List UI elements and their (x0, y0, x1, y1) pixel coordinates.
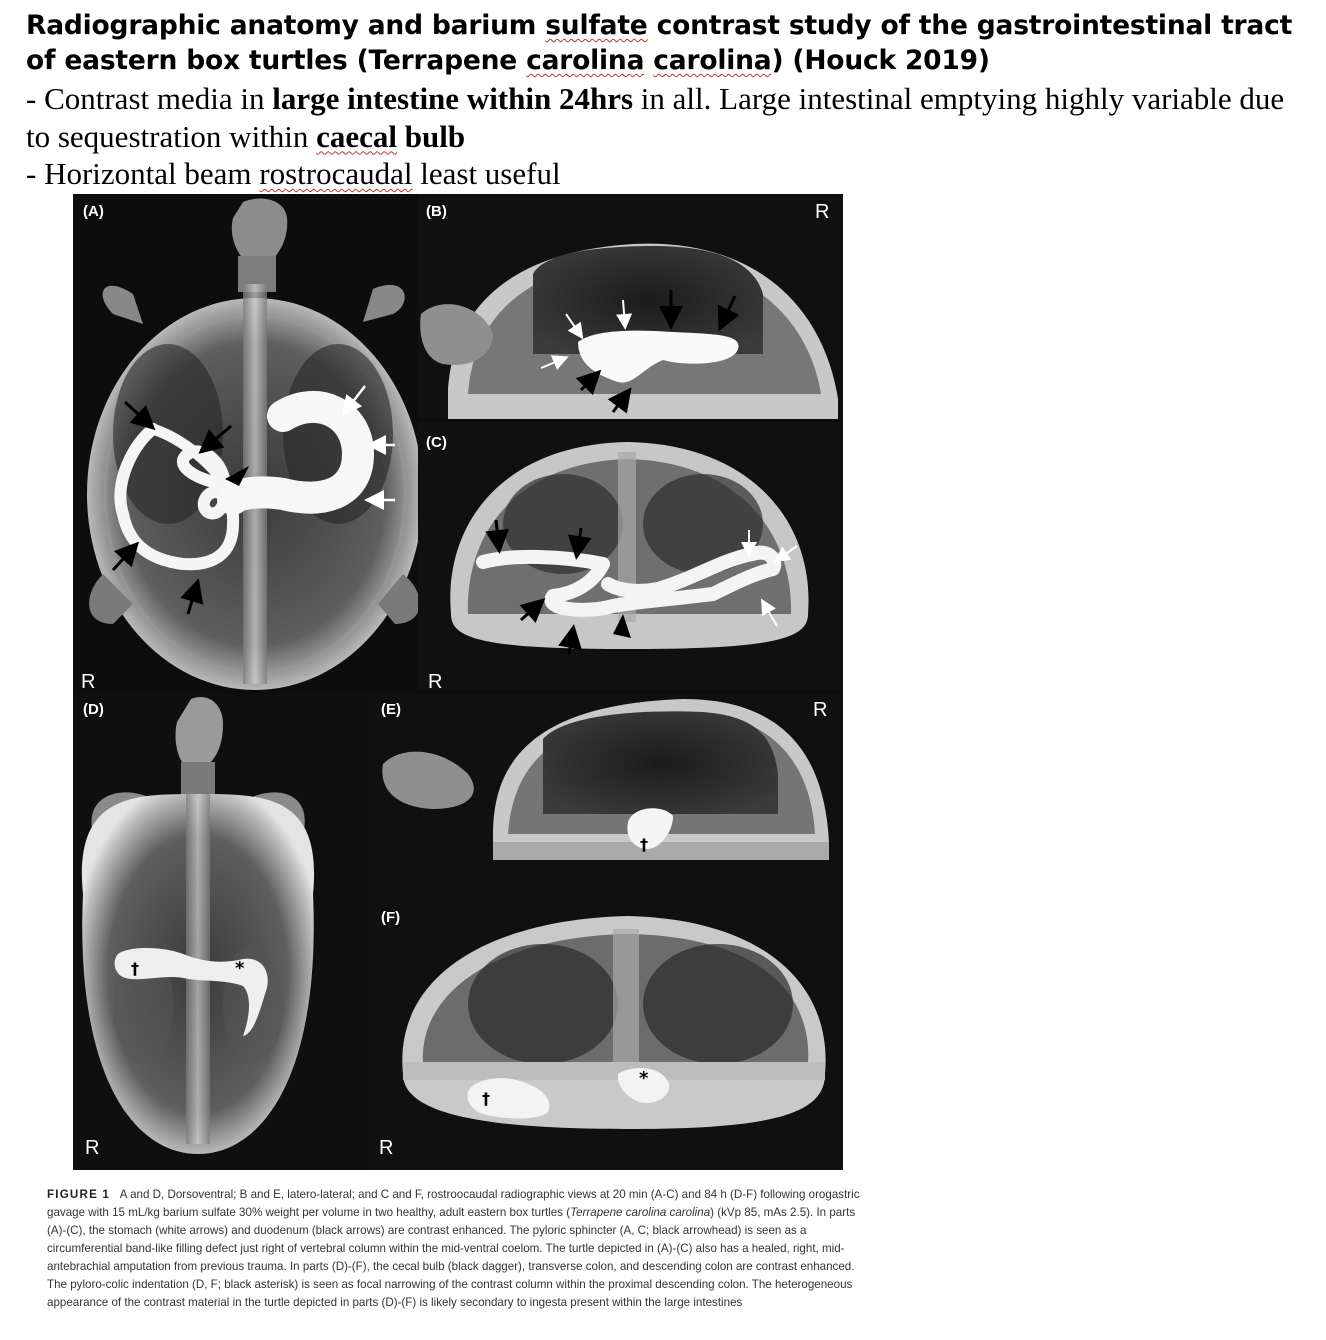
heading-text-3: ) (Houck 2019) (771, 45, 990, 76)
figure-caption (47, 1186, 877, 1312)
heading-word-sulfate: sulfate (545, 10, 648, 41)
bullet-1-bold: large intestine within 24hrs (272, 81, 634, 116)
panel-label-f: (F) (381, 909, 401, 926)
bullet-2 (26, 155, 1316, 193)
panel-d-radiograph (73, 694, 373, 1170)
right-marker-d: R (85, 1137, 100, 1159)
asterisk-marker-d: * (235, 958, 245, 979)
bullet-2-rostrocaudal: rostrocaudal (259, 156, 413, 191)
panel-e-radiograph (373, 694, 843, 894)
dagger-marker-e: † (640, 835, 648, 854)
caption-text-1: A and D, Dorsoventral; B and E, latero-lateral; and C and F, rostroocaudal radiographic views at 20 min (A-C) and 84 h (D-F) following orogastric gavage with 15 mL/kg barium sulfate 30% weight per volume in two healthy, adult eastern box turtles ( (47, 1188, 860, 1219)
heading-text-2: contrast study of the gastrointestinal tract of eastern box turtles (Terrapene (26, 10, 1293, 76)
slide-heading (26, 8, 1316, 78)
right-marker-b: R (815, 201, 830, 223)
caption-label: FIGURE 1 (47, 1188, 111, 1201)
right-marker-f: R (379, 1137, 394, 1159)
right-marker-c: R (428, 671, 443, 693)
heading-word-carolina-1: carolina (526, 45, 645, 76)
dagger-marker-f: † (482, 1089, 490, 1108)
heading-space (644, 45, 653, 76)
right-marker-a: R (81, 671, 96, 693)
heading-word-carolina-2: carolina (653, 45, 772, 76)
panel-f-radiograph (373, 894, 843, 1170)
caption-text-2: ) (kVp 85, mAs 2.5). In parts (A)-(C), the stomach (white arrows) and duodenum (black arrows) are contrast enhanced. The pyloric sphincter (A, C; black arrowhead) is seen as a circumferential band-like filling defect just right of vertebral column within the mid-ventral coelom. The turtle depicted in (A)-(C) also has a healed, right, mid-antebrachial amputation from previous trauma. In parts (D)-(F), the cecal bulb (black dagger), transverse colon, and descending colon are contrast enhanced. The pyloro-colic indentation (D, F; black asterisk) is seen as focal narrowing of the contrast column within the proximal descending colon. The heterogeneous appearance of the contrast material in the turtle depicted in parts (D)-(F) is likely secondary to ingesta present within the large intestines (47, 1206, 856, 1309)
bullet-2-rest: least useful (412, 156, 561, 191)
bullet-1-mid: in all. Large intestinal emptying highly variable due to sequestration within (26, 81, 1285, 154)
bullet-1-prefix: - Contrast media in (26, 81, 273, 116)
bullet-1-bulb: bulb (397, 118, 466, 154)
panel-label-a: (A) (83, 203, 104, 220)
panel-label-c: (C) (426, 434, 447, 451)
panel-c-radiograph (418, 422, 843, 690)
panel-label-e: (E) (381, 701, 401, 718)
bullet-2-prefix: - Horizontal beam (26, 156, 260, 191)
caption-species: Terrapene carolina carolina (570, 1206, 711, 1219)
right-marker-e: R (813, 699, 828, 721)
panel-b-radiograph (418, 194, 843, 419)
panel-label-b: (B) (426, 203, 447, 220)
panel-label-d: (D) (83, 701, 104, 718)
dagger-marker-d: † (131, 959, 139, 978)
asterisk-marker-f: * (639, 1068, 649, 1089)
radiograph-panels (73, 194, 843, 1170)
bullet-list (26, 80, 1316, 193)
radiograph-figure (73, 194, 843, 1170)
heading-text: Radiographic anatomy and barium (26, 10, 546, 41)
bullet-1-caecal: caecal (316, 118, 398, 154)
bullet-1 (26, 80, 1316, 155)
